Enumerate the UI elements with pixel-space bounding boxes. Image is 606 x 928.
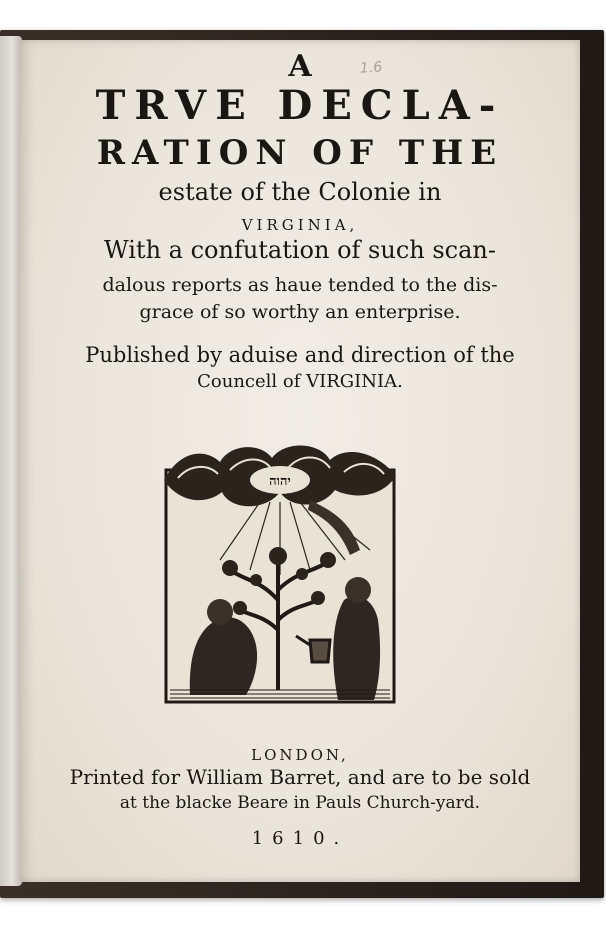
subtitle-with-confutation: With a confutation of such scan- [104, 236, 496, 264]
subtitle-grace-enterprise: grace of so worthy an enterprise. [139, 301, 461, 323]
imprint-printed-for: Printed for William Barret, and are to be sold [69, 765, 531, 789]
imprint-year: 1610. [251, 828, 349, 849]
pencil-annotation: 1.6 [359, 59, 383, 77]
subtitle-dalous-reports: dalous reports as haue tended to the dis- [102, 274, 498, 296]
woodcut-illustration [160, 440, 400, 705]
subtitle-estate-of-colonie: estate of the Colonie in [158, 178, 442, 206]
title-line-ration-of-the: RATION OF THE [96, 133, 504, 173]
subtitle-virginia: VIRGINIA, [241, 216, 359, 234]
woodcut-hebrew-name: יהוה [269, 474, 291, 489]
title-page [20, 40, 580, 882]
book-spine-edge [0, 36, 22, 886]
woodcut-left-figure-head [207, 599, 233, 625]
imprint-city: LONDON, [251, 746, 349, 764]
woodcut-right-figure [333, 596, 380, 700]
woodcut-right-figure-head [345, 577, 371, 603]
title-line-trve-declaration: TRVE DECLA- [95, 82, 505, 129]
title-line-a: A [288, 49, 312, 84]
councell-of-virginia-line: Councell of VIRGINIA. [197, 371, 403, 392]
published-by-line: Published by aduise and direction of the [85, 343, 515, 367]
imprint-address: at the blacke Beare in Pauls Church-yard. [119, 793, 481, 813]
